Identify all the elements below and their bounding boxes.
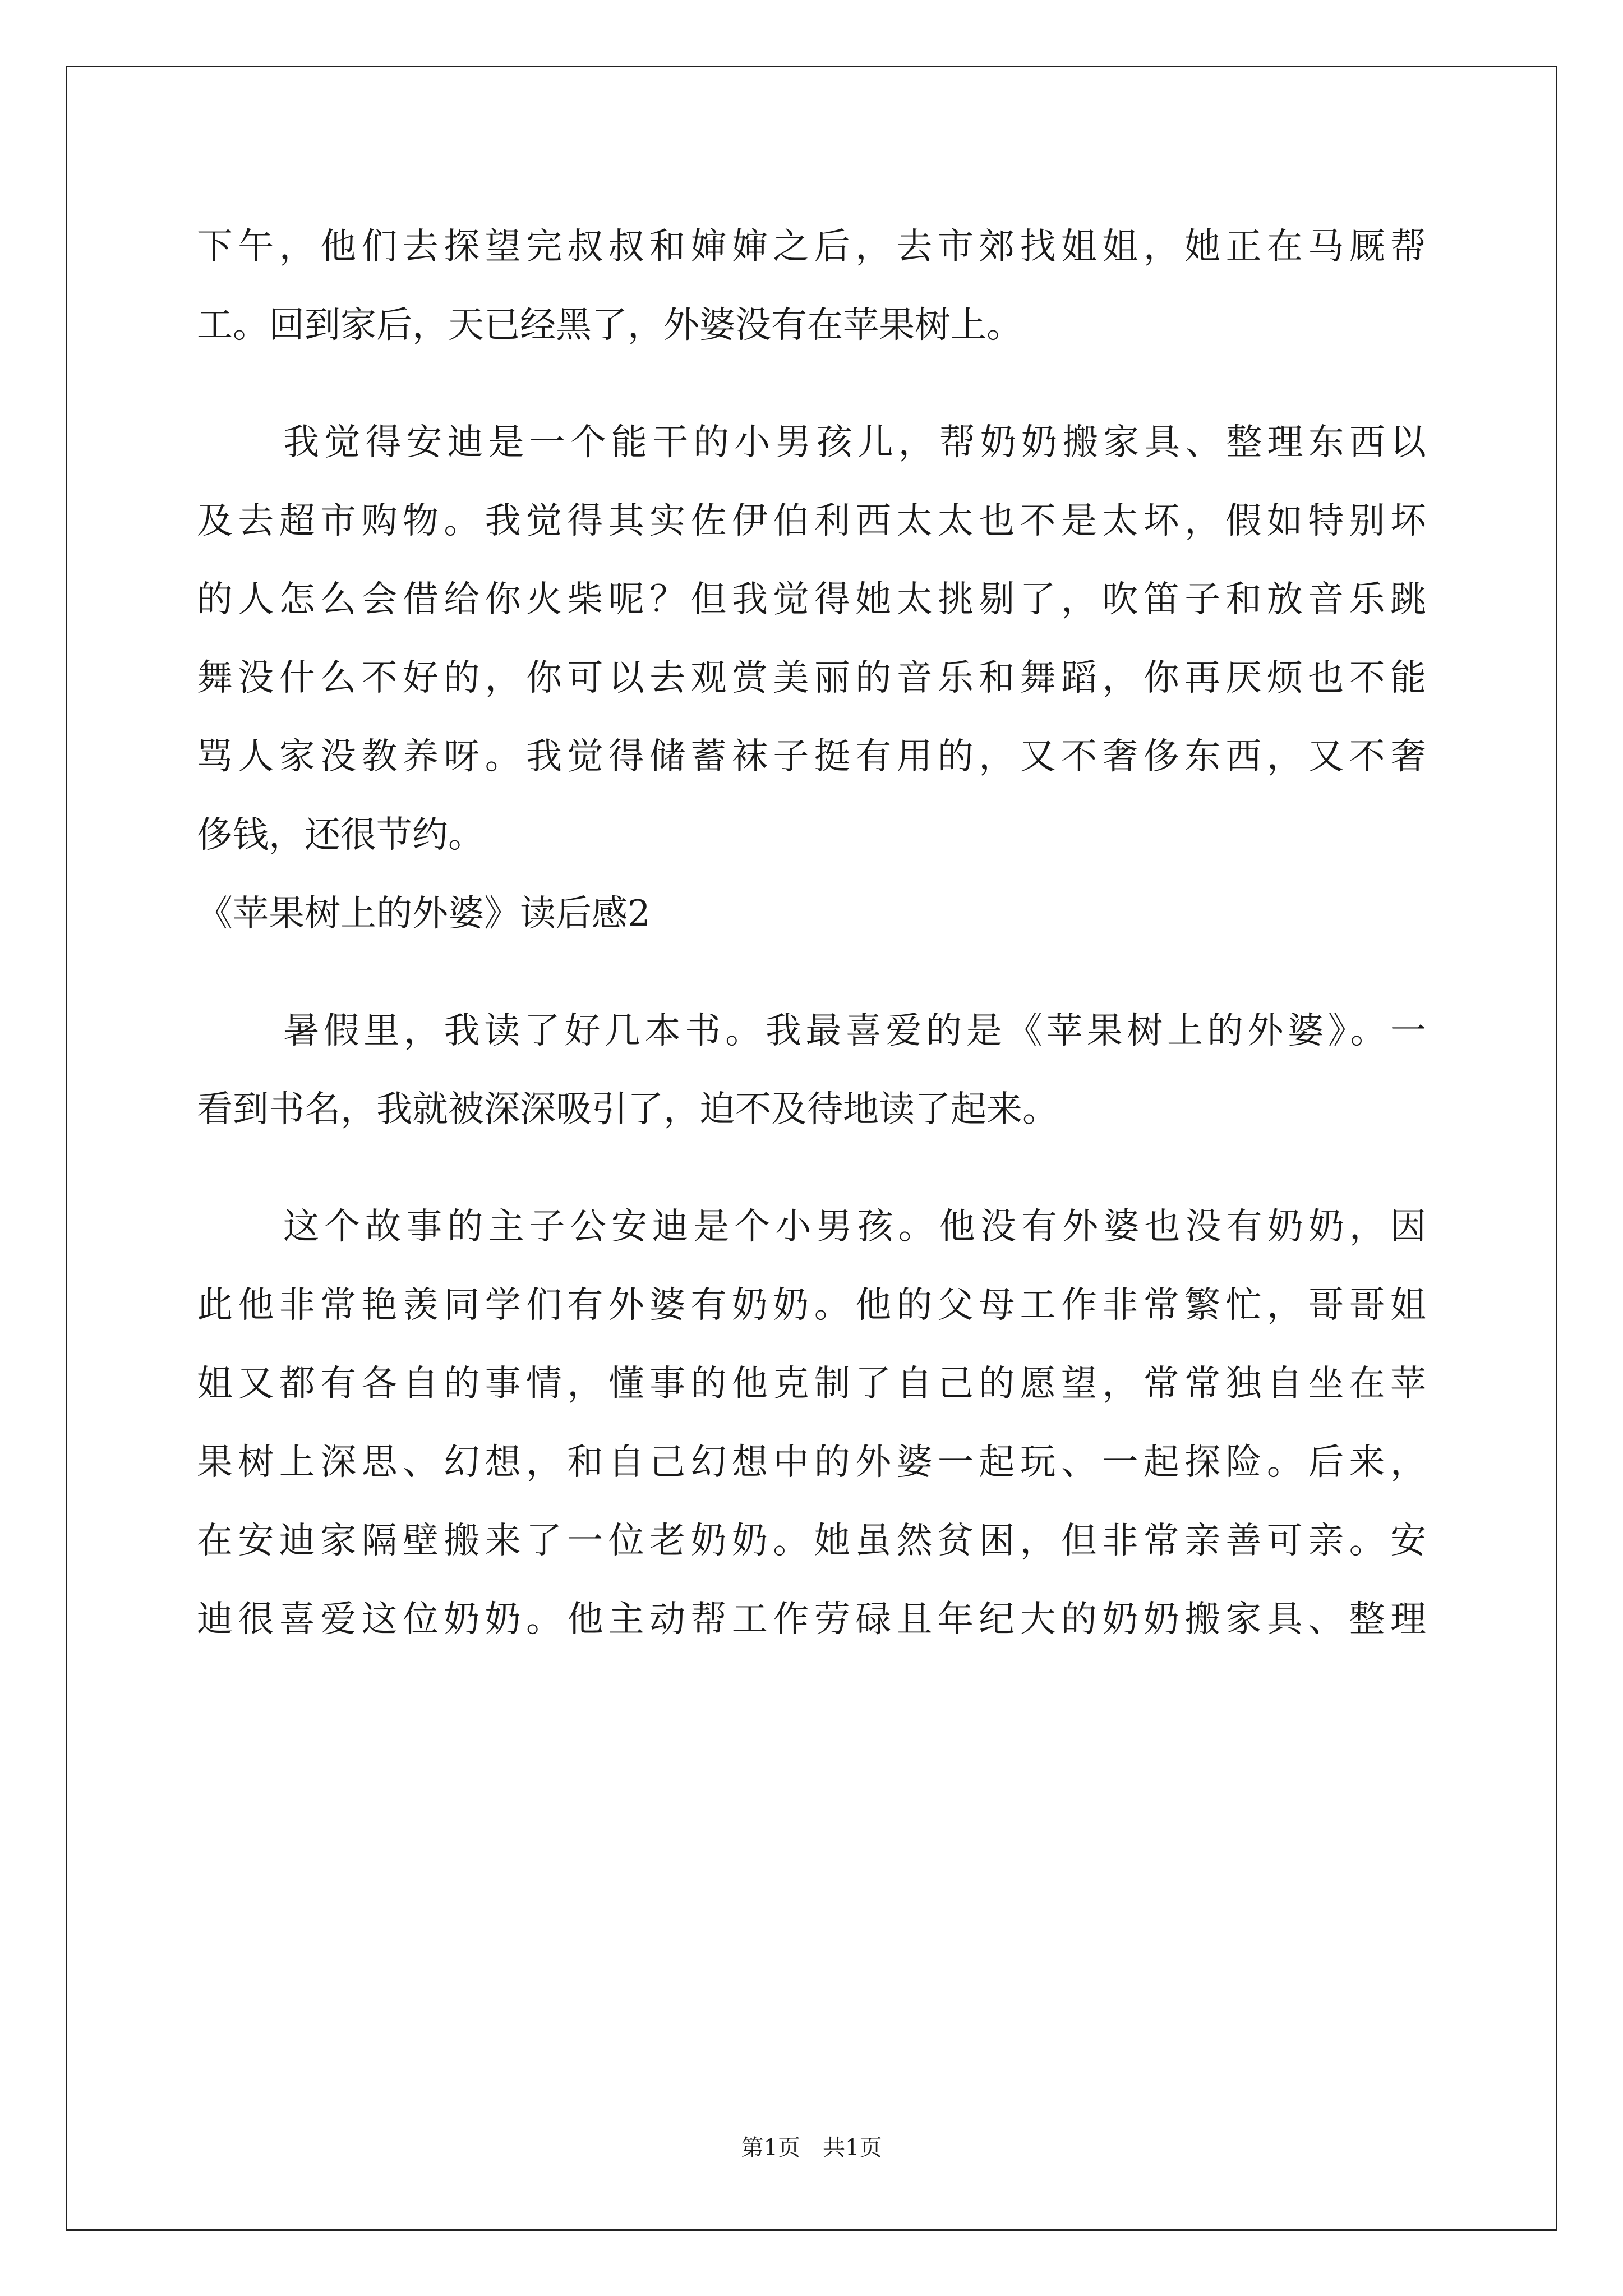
text-line: 在安迪家隔壁搬来了一位老奶奶。她虽然贫困，但非常亲善可亲。安 (197, 1520, 1426, 1562)
heading-text: 《苹果树上的外婆》读后感2 (197, 893, 651, 935)
document-body (197, 208, 1426, 1659)
text-line: 侈钱，还很节约。 (197, 815, 484, 856)
section-heading (197, 875, 1426, 953)
text-line: 果树上深思、幻想，和自己幻想中的外婆一起玩、一起探险。后来， (197, 1442, 1426, 1483)
text-line: 的人怎么会借给你火柴呢？但我觉得她太挑剔了，吹笛子和放音乐跳 (197, 579, 1426, 620)
text-line: 及去超市购物。我觉得其实佐伊伯利西太太也不是太坏，假如特别坏 (197, 500, 1426, 542)
text-line: 骂人家没教养呀。我觉得储蓄袜子挺有用的，又不奢侈东西，又不奢 (197, 736, 1426, 777)
paragraph-1 (197, 208, 1426, 365)
text-line: 下午，他们去探望完叔叔和婶婶之后，去市郊找姐姐，她正在马厩帮 (197, 226, 1426, 268)
text-line: 此他非常艳羡同学们有外婆有奶奶。他的父母工作非常繁忙，哥哥姐 (197, 1285, 1426, 1326)
text-line: 迪很喜爱这位奶奶。他主动帮工作劳碌且年纪大的奶奶搬家具、整理 (197, 1599, 1426, 1640)
page-footer: 第1页 共1页 (741, 2135, 882, 2161)
paragraph-2 (197, 403, 1426, 875)
text-line: 工。回到家后，天已经黑了，外婆没有在苹果树上。 (197, 305, 1022, 346)
text-line: 我觉得安迪是一个能干的小男孩儿，帮奶奶搬家具、整理东西以 (283, 422, 1426, 463)
text-line: 舞没什么不好的，你可以去观赏美丽的音乐和舞蹈，你再厌烦也不能 (197, 657, 1426, 699)
text-line: 姐又都有各自的事情，懂事的他克制了自己的愿望，常常独自坐在苹 (197, 1363, 1426, 1405)
text-line: 这个故事的主子公安迪是个小男孩。他没有外婆也没有奶奶，因 (283, 1206, 1426, 1248)
paragraph-3 (197, 992, 1426, 1149)
text-line: 看到书名，我就被深深吸引了，迫不及待地读了起来。 (197, 1089, 1058, 1130)
paragraph-4 (197, 1188, 1426, 1659)
text-line: 暑假里，我读了好几本书。我最喜爱的是《苹果树上的外婆》。一 (283, 1010, 1426, 1052)
